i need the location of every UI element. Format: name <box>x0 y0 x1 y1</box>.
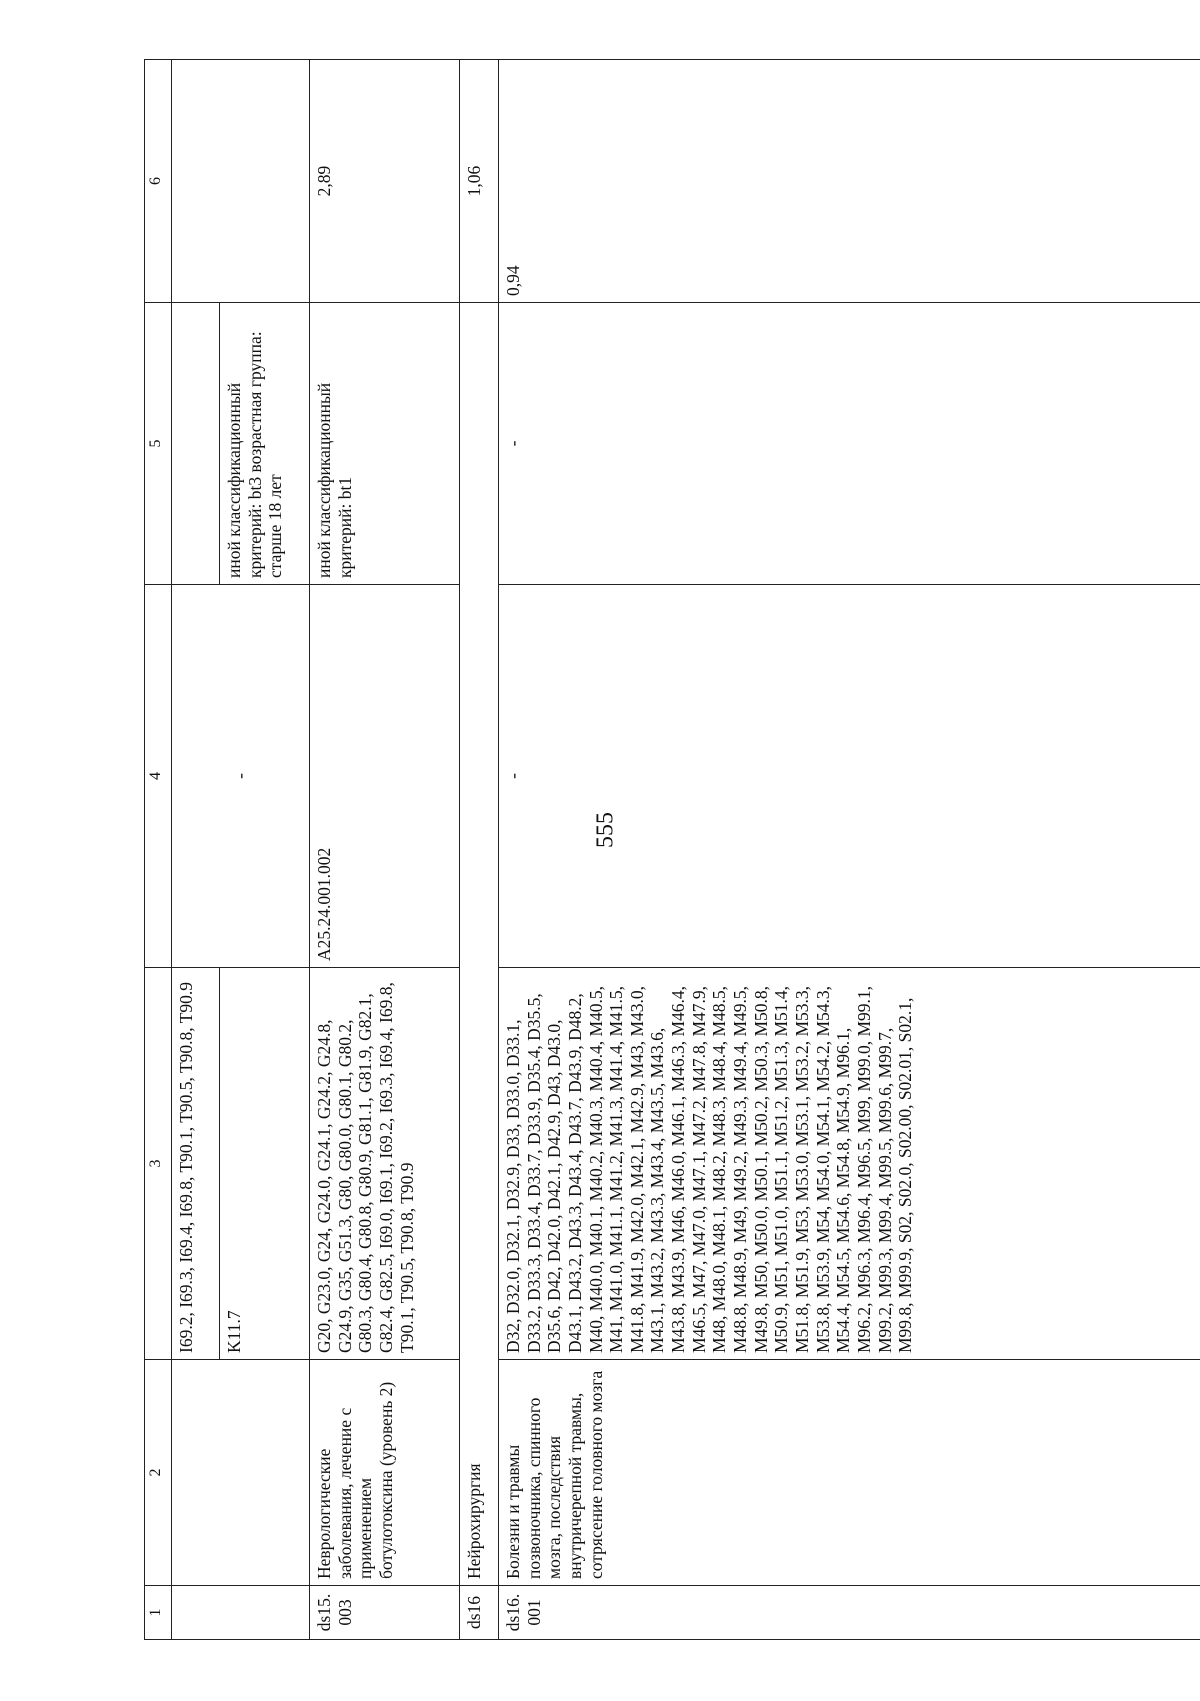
table-row <box>310 60 460 1640</box>
header-cell-4: 4 <box>145 585 172 968</box>
header-row <box>145 60 172 1640</box>
diagnosis-codes-cell: I69.2, I69.3, I69.4, I69.8, T90.1, T90.5, T90.8, T90.9 <box>172 968 220 1360</box>
table-row <box>499 60 1200 1640</box>
tariff-table <box>144 59 1200 1640</box>
coef-cell: 2,89 <box>310 60 460 303</box>
code-cell: ds16.001 <box>499 1586 1200 1640</box>
diagnosis-codes-cell: D32, D32.0, D32.1, D32.9, D33, D33.0, D33.1, D33.2, D33.3, D33.4, D33.7, D33.9, D35.4, D35.5, D35.6, D42, D42.0, D42.1, D42.9, D43, D43.0, D43.1, D43.2, D43.3, D43.4, D43.7, D43.9, D48.2, M40, M40.0, M40.1, M40.2, M40.3, M40.4, M40.5, M41, M41.0, M41.1, M41.2, M41.3, M41.4, M41.5, M41.8, M41.9, M42.0, M42.1, M42.9, M43, M43.0, M43.1, M43.2, M43.3, M43.4, M43.5, M43.6, M43.8, M43.9, M46, M46.0, M46.1, M46.3, M46.4, M46.5, M47, M47.0, M47.1, M47.2, M47.8, M47.9, M48, M48.0, M48.1, M48.2, M48.3, M48.4, M48.5, M48.8, M48.9, M49, M49.2, M49.3, M49.4, M49.5, M49.8, M50, M50.0, M50.1, M50.2, M50.3, M50.8, M50.9, M51, M51.0, M51.1, M51.2, M51.3, M51.4, M51.8, M51.9, M53, M53.0, M53.1, M53.2, M53.3, M53.8, M53.9, M54, M54.0, M54.1, M54.2, M54.3, M54.4, M54.5, M54.6, M54.8, M54.9, M96.1, M96.2, M96.3, M96.4, M96.5, M99, M99.0, M99.1, M99.2, M99.3, M99.4, M99.5, M99.6, M99.7, M99.8, M99.9, S02, S02.0, S02.00, S02.01, S02.1, <box>499 968 1200 1360</box>
coef-cell: 1,06 <box>460 60 499 303</box>
criteria-cell: - <box>499 303 1200 585</box>
name-cell: Болезни и травмы позвоночника, спинного мозга, последствия внутричерепной травмы, сотрясение головного мозга <box>499 1360 1200 1586</box>
service-cell: - <box>172 585 310 968</box>
name-cell: Неврологические заболевания, лечение с применением ботулотоксина (уровень 2) <box>310 1360 460 1586</box>
code-cell: ds16 <box>460 1586 499 1640</box>
rotated-table-container <box>144 60 1200 1640</box>
header-cell-2: 2 <box>145 1360 172 1586</box>
section-row <box>460 60 499 1640</box>
diagnosis-codes-cell: G20, G23.0, G24, G24.0, G24.1, G24.2, G24.8, G24.9, G35, G51.3, G80, G80.0, G80.1, G80.2, G80.3, G80.4, G80.8, G80.9, G81.1, G81.9, G82.1, G82.4, G82.5, I69.0, I69.1, I69.2, I69.3, I69.4, I69.8, T90.1, T90.5, T90.8, T90.9 <box>310 968 460 1360</box>
table-row <box>172 60 220 1640</box>
header-cell-5: 5 <box>145 303 172 585</box>
diagnosis-codes-cell: K11.7 <box>220 968 310 1360</box>
name-cell <box>172 1360 310 1586</box>
criteria-cell: иной классификационный критерий: bt3 возрастная группа: старше 18 лет <box>220 303 310 585</box>
service-cell: A25.24.001.002 <box>310 585 460 968</box>
criteria-cell: иной классификационный критерий: bt1 <box>310 303 460 585</box>
service-cell: - <box>499 585 1200 968</box>
criteria-cell <box>172 303 220 585</box>
code-cell <box>172 1586 310 1640</box>
coef-cell: 0,94 <box>499 60 1200 303</box>
header-cell-1: 1 <box>145 1586 172 1640</box>
coef-cell <box>172 60 310 303</box>
code-cell: ds15.003 <box>310 1586 460 1640</box>
page-number-text: 555 <box>592 812 619 848</box>
section-name-cell: Нейрохирургия <box>460 303 499 1586</box>
header-cell-6: 6 <box>145 60 172 303</box>
header-cell-3: 3 <box>145 968 172 1360</box>
